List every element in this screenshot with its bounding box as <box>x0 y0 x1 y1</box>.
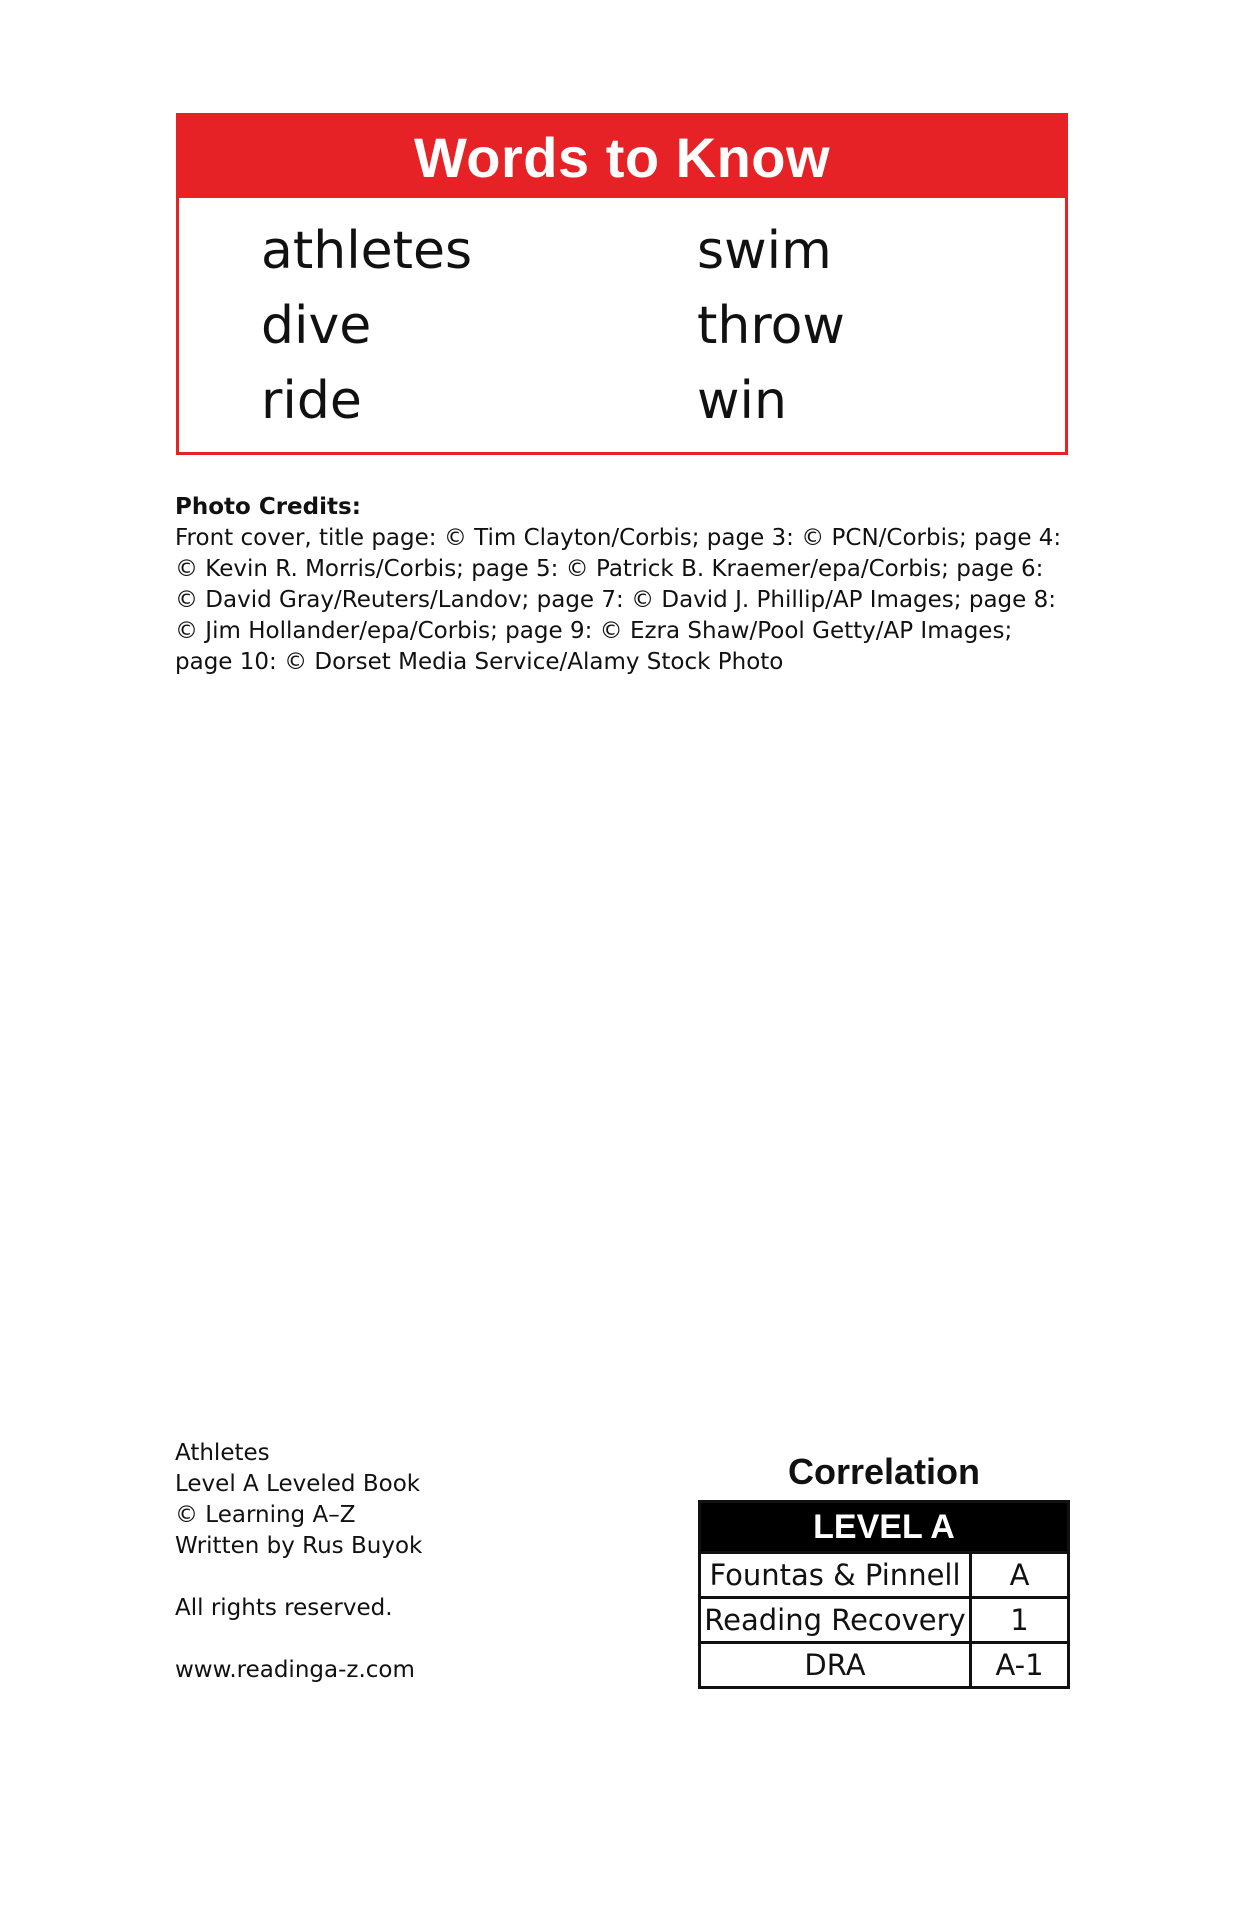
correlation-section <box>698 1452 1070 1689</box>
correlation-row <box>701 1551 1067 1596</box>
correlation-value: A-1 <box>995 1648 1044 1682</box>
correlation-value: A <box>1009 1558 1030 1592</box>
correlation-system: DRA <box>701 1644 972 1686</box>
photo-credits <box>175 492 1075 678</box>
vocab-word: swim <box>697 221 832 281</box>
book-title: Athletes <box>175 1440 270 1466</box>
photo-credits-line: Front cover, title page: © Tim Clayton/Corbis; page 3: © PCN/Corbis; page 4: <box>175 525 1062 551</box>
vocab-word: athletes <box>261 221 473 281</box>
correlation-level: LEVEL A <box>701 1503 1067 1551</box>
book-level: Level A Leveled Book <box>175 1471 421 1497</box>
correlation-value: 1 <box>1010 1603 1029 1637</box>
correlation-row <box>701 1596 1067 1641</box>
vocab-word: throw <box>697 296 845 356</box>
photo-credits-line: © David Gray/Reuters/Landov; page 7: © David J. Phillip/AP Images; page 8: <box>175 587 1056 613</box>
words-column-left <box>261 214 472 439</box>
correlation-system: Fountas & Pinnell <box>701 1554 972 1596</box>
correlation-table <box>698 1500 1070 1689</box>
spacer <box>175 1562 422 1593</box>
correlation-system: Reading Recovery <box>701 1599 972 1641</box>
vocab-word: win <box>697 371 787 431</box>
correlation-title: Correlation <box>787 1451 981 1492</box>
words-to-know-list <box>179 198 1065 452</box>
words-to-know-header <box>179 116 1065 198</box>
vocab-word: dive <box>261 296 372 356</box>
photo-credits-line: © Kevin R. Morris/Corbis; page 5: © Patrick B. Kraemer/epa/Corbis; page 6: <box>175 556 1044 582</box>
book-info <box>175 1438 422 1686</box>
photo-credits-line: page 10: © Dorset Media Service/Alamy Stock Photo <box>175 649 784 675</box>
correlation-row <box>701 1641 1067 1686</box>
photo-credits-title: Photo Credits: <box>175 494 361 520</box>
spacer <box>175 1624 422 1655</box>
words-to-know-box <box>176 113 1068 455</box>
book-author: Written by Rus Buyok <box>175 1533 423 1559</box>
vocab-word: ride <box>261 371 362 431</box>
website-link[interactable]: www.readinga-z.com <box>175 1657 415 1683</box>
rights-notice: All rights reserved. <box>175 1595 393 1621</box>
words-to-know-title: Words to Know <box>413 125 831 189</box>
book-copyright: © Learning A–Z <box>175 1502 356 1528</box>
photo-credits-line: © Jim Hollander/epa/Corbis; page 9: © Ezra Shaw/Pool Getty/AP Images; <box>175 618 1013 644</box>
words-column-right <box>697 214 845 439</box>
